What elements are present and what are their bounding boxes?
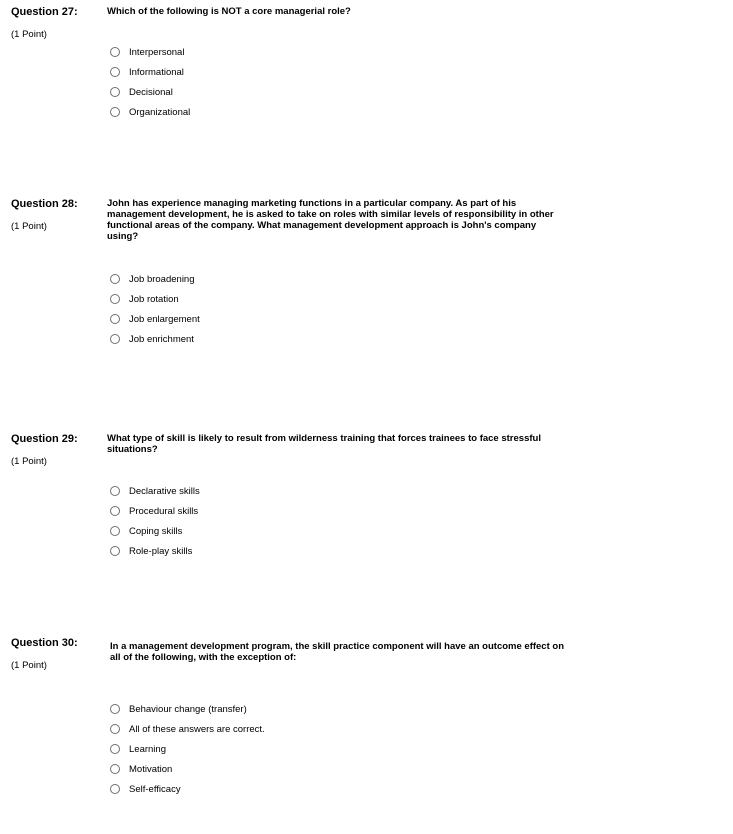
question-text: In a management development program, the skill practice component will have an outcome effect on all of the following, with the exception of: (110, 641, 564, 663)
radio-button[interactable] (110, 47, 120, 57)
option-label[interactable]: Job broadening (129, 274, 195, 285)
radio-button[interactable] (110, 486, 120, 496)
question-label: Question 27: (11, 6, 78, 18)
option-label[interactable]: Job enrichment (129, 334, 194, 345)
question-points: (1 Point) (11, 29, 47, 40)
option-label[interactable]: Job enlargement (129, 314, 200, 325)
radio-button[interactable] (110, 724, 120, 734)
option-label[interactable]: Decisional (129, 87, 173, 98)
option-label[interactable]: Motivation (129, 764, 173, 775)
radio-button[interactable] (110, 764, 120, 774)
option-label[interactable]: Job rotation (129, 294, 179, 305)
option-label[interactable]: Coping skills (129, 526, 183, 537)
radio-button[interactable] (110, 334, 120, 344)
option-label[interactable]: Interpersonal (129, 47, 185, 58)
question-text: Which of the following is NOT a core managerial role? (107, 6, 351, 17)
radio-button[interactable] (110, 294, 120, 304)
question-points: (1 Point) (11, 221, 47, 232)
option-label[interactable]: All of these answers are correct. (129, 724, 265, 735)
radio-button[interactable] (110, 67, 120, 77)
question-points: (1 Point) (11, 456, 47, 467)
radio-button[interactable] (110, 314, 120, 324)
option-label[interactable]: Role-play skills (129, 546, 193, 557)
question-label: Question 28: (11, 198, 78, 210)
radio-button[interactable] (110, 274, 120, 284)
question-text: John has experience managing marketing functions in a particular company. As part of his management development, he is asked to take on roles with similar levels of responsibility in other functional areas of the company. What management development approach is John's company using? (107, 198, 554, 242)
question-text: What type of skill is likely to result from wilderness training that forces trainees to face stressful situations? (107, 433, 541, 455)
question-label: Question 30: (11, 637, 78, 649)
option-label[interactable]: Behaviour change (transfer) (129, 704, 247, 715)
option-label[interactable]: Informational (129, 67, 184, 78)
radio-button[interactable] (110, 784, 120, 794)
option-label[interactable]: Organizational (129, 107, 191, 118)
question-label: Question 29: (11, 433, 78, 445)
radio-button[interactable] (110, 87, 120, 97)
question-points: (1 Point) (11, 660, 47, 671)
option-label[interactable]: Self-efficacy (129, 784, 181, 795)
option-label[interactable]: Declarative skills (129, 486, 200, 497)
radio-button[interactable] (110, 526, 120, 536)
option-label[interactable]: Learning (129, 744, 166, 755)
radio-button[interactable] (110, 704, 120, 714)
radio-button[interactable] (110, 506, 120, 516)
radio-button[interactable] (110, 546, 120, 556)
radio-button[interactable] (110, 107, 120, 117)
radio-button[interactable] (110, 744, 120, 754)
option-label[interactable]: Procedural skills (129, 506, 199, 517)
